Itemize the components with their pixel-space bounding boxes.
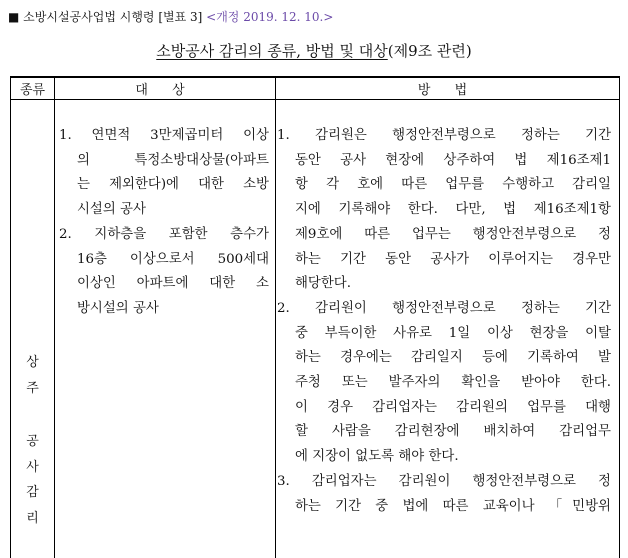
target-line: 는 제외한다)에 대한 소방 (77, 177, 269, 193)
type-char: 리 (26, 511, 39, 526)
target-cell (59, 124, 269, 322)
type-char: 상 (26, 355, 39, 370)
table-header-row (11, 78, 619, 100)
type-char: 감 (26, 485, 39, 500)
supervision-table (10, 76, 620, 558)
column-header-type: 종류 (19, 83, 46, 98)
type-char: 사 (26, 460, 39, 475)
method-line: 2. 감리원이 행정안전부령으로 정하는 기간 (277, 300, 611, 316)
method-line: 에 지장이 없도록 해야 한다. (295, 449, 459, 465)
title-main: 소방공사 감리의 종류, 방법 및 대상 (156, 42, 388, 60)
method-line: 항 각 호에 따른 업무를 수행하고 감리일 (295, 177, 611, 193)
method-line: 해당한다. (295, 276, 351, 292)
method-line: 1. 감리원은 행정안전부령으로 정하는 기간 (277, 128, 611, 143)
method-cell (277, 124, 611, 519)
square-bullet-icon: ■ (8, 10, 20, 24)
law-name: 소방시설공사업법 시행령 [별표 3] (23, 10, 203, 24)
amendment-date-link[interactable]: <개정 2019. 12. 10.> (206, 10, 334, 24)
method-line: 주청 또는 발주자의 확인을 받아야 한다. (295, 375, 611, 391)
target-line: 1. 연면적 3만제곱미터 이상 (59, 128, 269, 143)
page-title (0, 40, 628, 61)
method-line: 하는 기간 중 법에 따른 교육이나 「민방위 (295, 498, 611, 514)
target-line: 시설의 공사 (77, 202, 146, 218)
type-char: 주 (26, 381, 39, 396)
law-reference-line (8, 8, 333, 25)
column-header-target: 대 상 (135, 83, 195, 98)
method-line: 중 부득이한 사유로 1일 이상 현장을 이탈 (295, 325, 611, 341)
target-line: 16층 이상으로서 500세대 (77, 251, 269, 267)
title-suffix: (제9조 관련) (387, 42, 472, 60)
target-line: 이상인 아파트에 대한 소 (77, 276, 269, 292)
target-line: 의 특정소방대상물(아파트 (77, 152, 269, 168)
type-char: 공 (26, 434, 39, 449)
method-line: 3. 감리업자는 감리원이 행정안전부령으로 정 (277, 473, 611, 489)
method-line: 지에 기록해야 한다. 다만, 법 제16조제1항 (295, 202, 611, 218)
method-line: 할 사람을 감리현장에 배치하여 감리업무 (295, 424, 611, 440)
column-header-method: 방 법 (417, 83, 478, 98)
method-line: 이 경우 감리업자는 감리원의 업무를 대행 (295, 399, 611, 415)
method-line: 동안 공사 현장에 상주하여 법 제16조제1 (295, 152, 611, 168)
target-line: 방시설의 공사 (77, 300, 159, 316)
column-divider (275, 78, 276, 558)
target-line: 2. 지하층을 포함한 층수가 (59, 226, 269, 242)
method-line: 하는 경우에는 감리일지 등에 기록하여 발 (295, 350, 611, 366)
method-line: 제9호에 따른 업무는 행정안전부령으로 정 (295, 226, 611, 242)
column-divider (54, 78, 55, 558)
method-line: 하는 기간 동안 공사가 이루어지는 경우만 (295, 251, 611, 267)
